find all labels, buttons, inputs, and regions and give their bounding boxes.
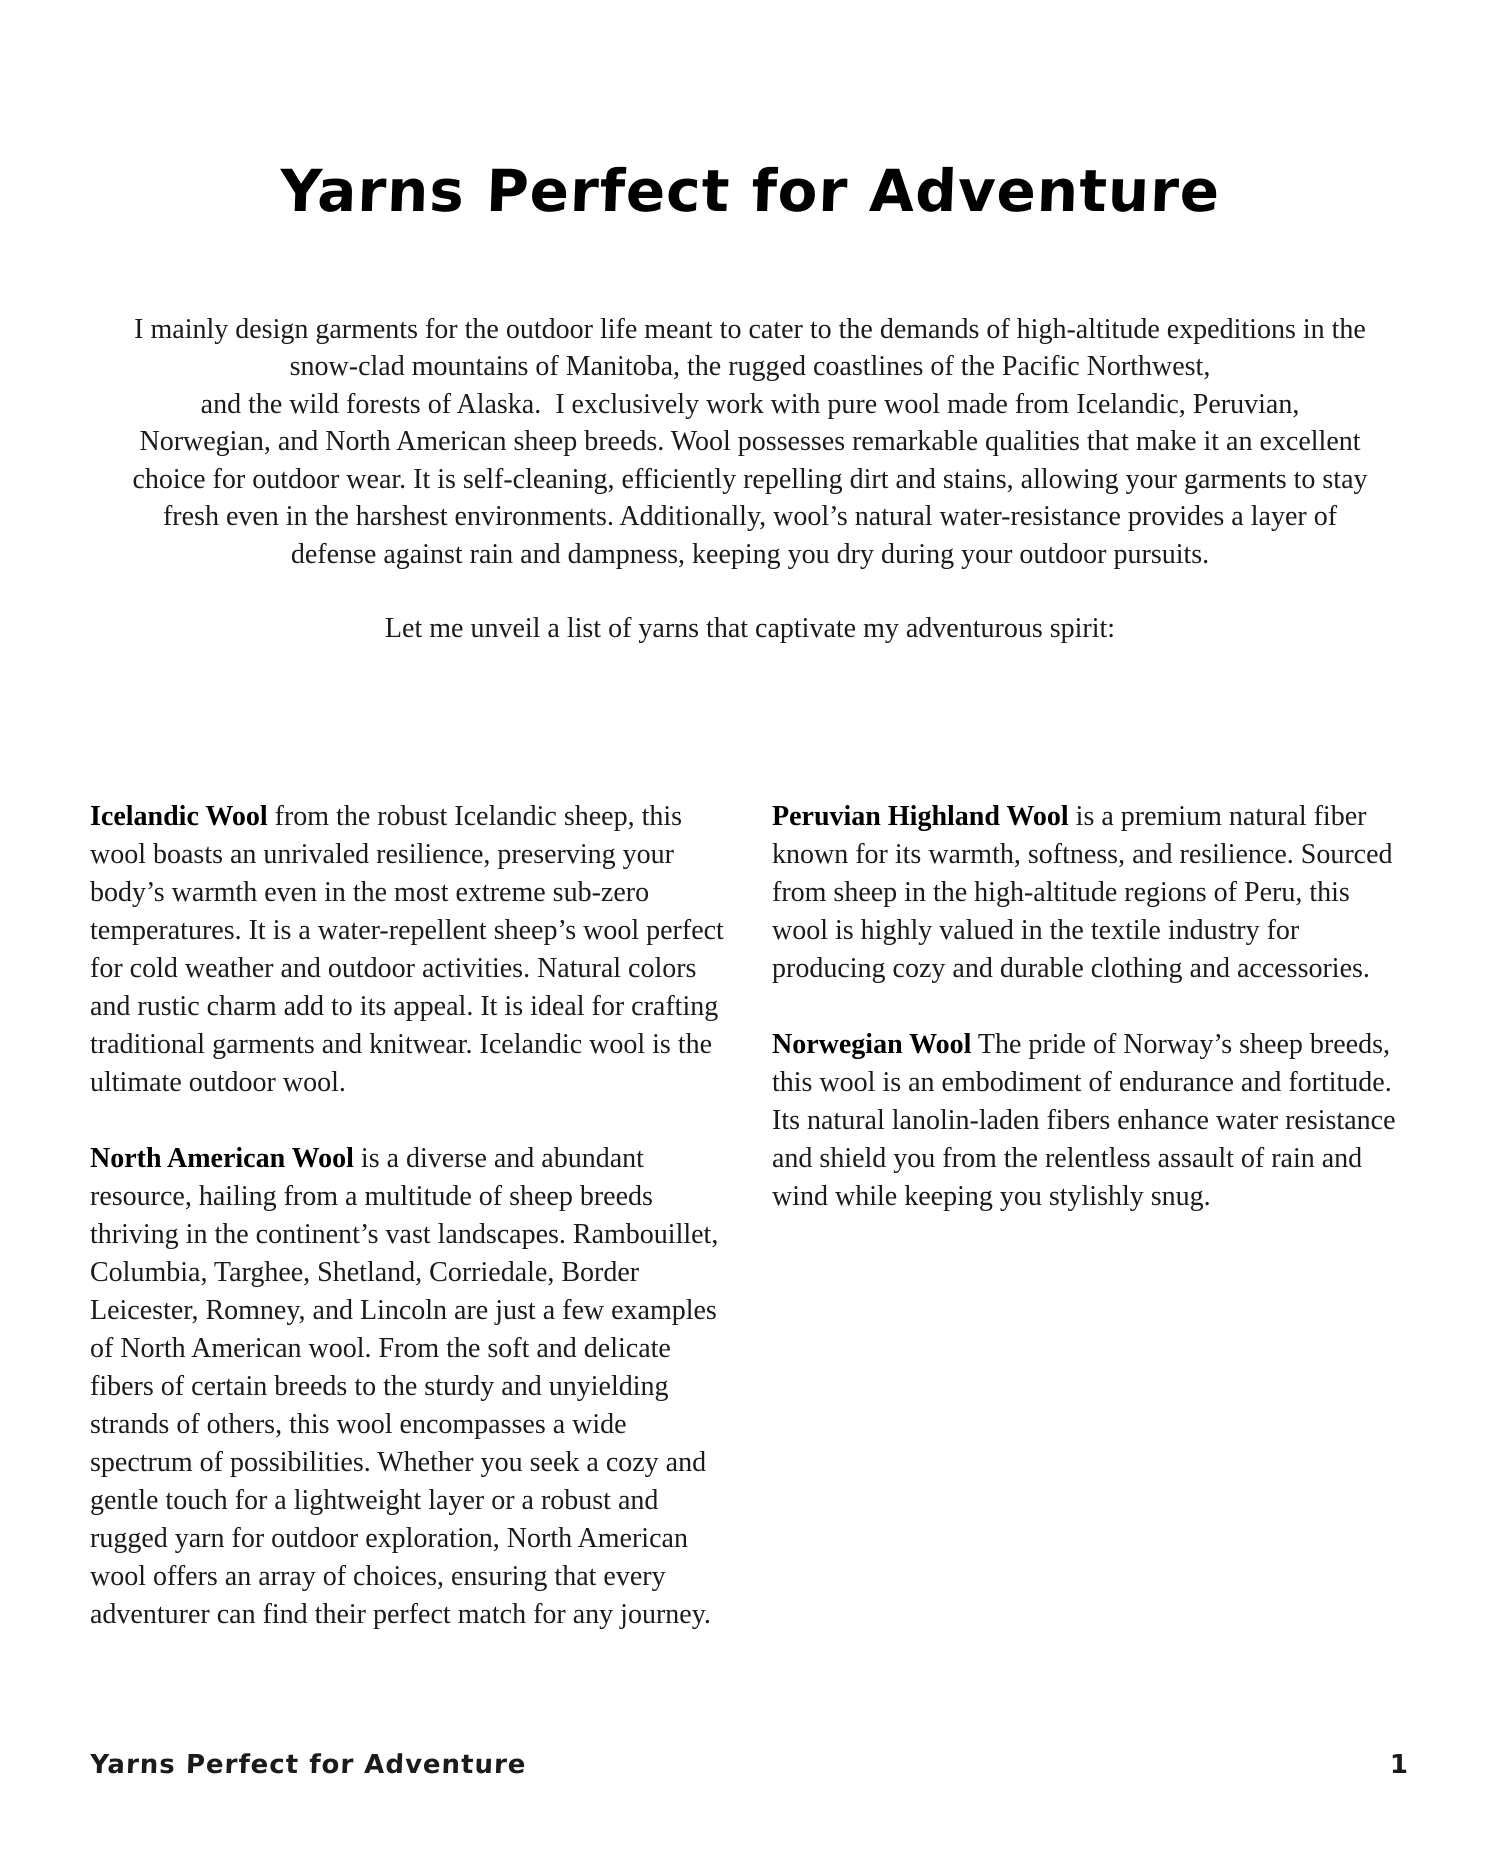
intro-line: I mainly design garments for the outdoor life meant to cater to the demands of high-altitude expeditions in the [134,313,1366,345]
footer-title: Yarns Perfect for Adventure [89,1750,527,1780]
wool-section-icelandic [90,798,728,1102]
section-lead: North American Wool [90,1142,354,1174]
unveil-line: Let me unveil a list of yarns that captivate my adventurous spirit: [384,613,1116,645]
right-column [772,798,1410,1672]
page-number: 1 [1389,1750,1408,1780]
intro-paragraph [90,311,1410,574]
section-body: is a premium natural fiber known for its warmth, softness, and resilience. Sourced from sheep in the high-altitude regions of Peru, this wool is highly valued in the textile industry for producing cozy and durable clothing and accessories. [772,800,1393,984]
wool-columns [90,798,1410,1672]
section-body: is a diverse and abundant resource, hailing from a multitude of sheep breeds thriving in the continent’s vast landscapes. Rambouillet, Columbia, Targhee, Shetland, Corriedale, Border Leicester, Romney, and Lincoln are just a few examples of North American wool. From the soft and delicate fibers of certain breeds to the sturdy and unyielding strands of others, this wool encompasses a wide spectrum of possibilities. Whether you seek a cozy and gentle touch for a lightweight layer or a robust and rugged yarn for outdoor exploration, North American wool offers an array of choices, ensuring that every adventurer can find their perfect match for any journey. [90,1142,719,1630]
section-lead: Icelandic Wool [90,800,268,832]
wool-section-north-american [90,1140,728,1634]
section-body: The pride of Norway’s sheep breeds, this wool is an embodiment of endurance and fortitude. Its natural lanolin-laden fibers enhance water resistance and shield you from the relentless assault of rain and wind while keeping you stylishly snug. [772,1028,1396,1212]
intro-line: fresh even in the harshest environments. Additionally, wool’s natural water-resistance provides a layer of [162,501,1338,533]
section-lead: Norwegian Wool [772,1028,972,1060]
left-column [90,798,728,1672]
intro-line: Norwegian, and North American sheep breeds. Wool possesses remarkable qualities that make it an excellent [139,426,1361,458]
intro-line: choice for outdoor wear. It is self-cleaning, efficiently repelling dirt and stains, allowing your garments to stay [132,463,1368,495]
page-title: Yarns Perfect for Adventure [278,156,1222,225]
section-body: from the robust Icelandic sheep, this wool boasts an unrivaled resilience, preserving your body’s warmth even in the most extreme sub-zero temperatures. It is a water-repellent sheep’s wool perfect for cold weather and outdoor activities. Natural colors and rustic charm add to its appeal. It is ideal for crafting traditional garments and knitwear. Icelandic wool is the ultimate outdoor wool. [90,800,724,1098]
section-lead: Peruvian Highland Wool [772,800,1069,832]
intro-line: and the wild forests of Alaska. I exclusively work with pure wool made from Icelandic, Peruvian, [200,388,1300,420]
intro-line: snow-clad mountains of Manitoba, the rugged coastlines of the Pacific Northwest, [289,351,1211,383]
wool-section-peruvian [772,798,1410,988]
page-footer [90,1750,1408,1780]
wool-section-norwegian [772,1026,1410,1216]
intro-line: defense against rain and dampness, keeping you dry during your outdoor pursuits. [290,538,1210,570]
